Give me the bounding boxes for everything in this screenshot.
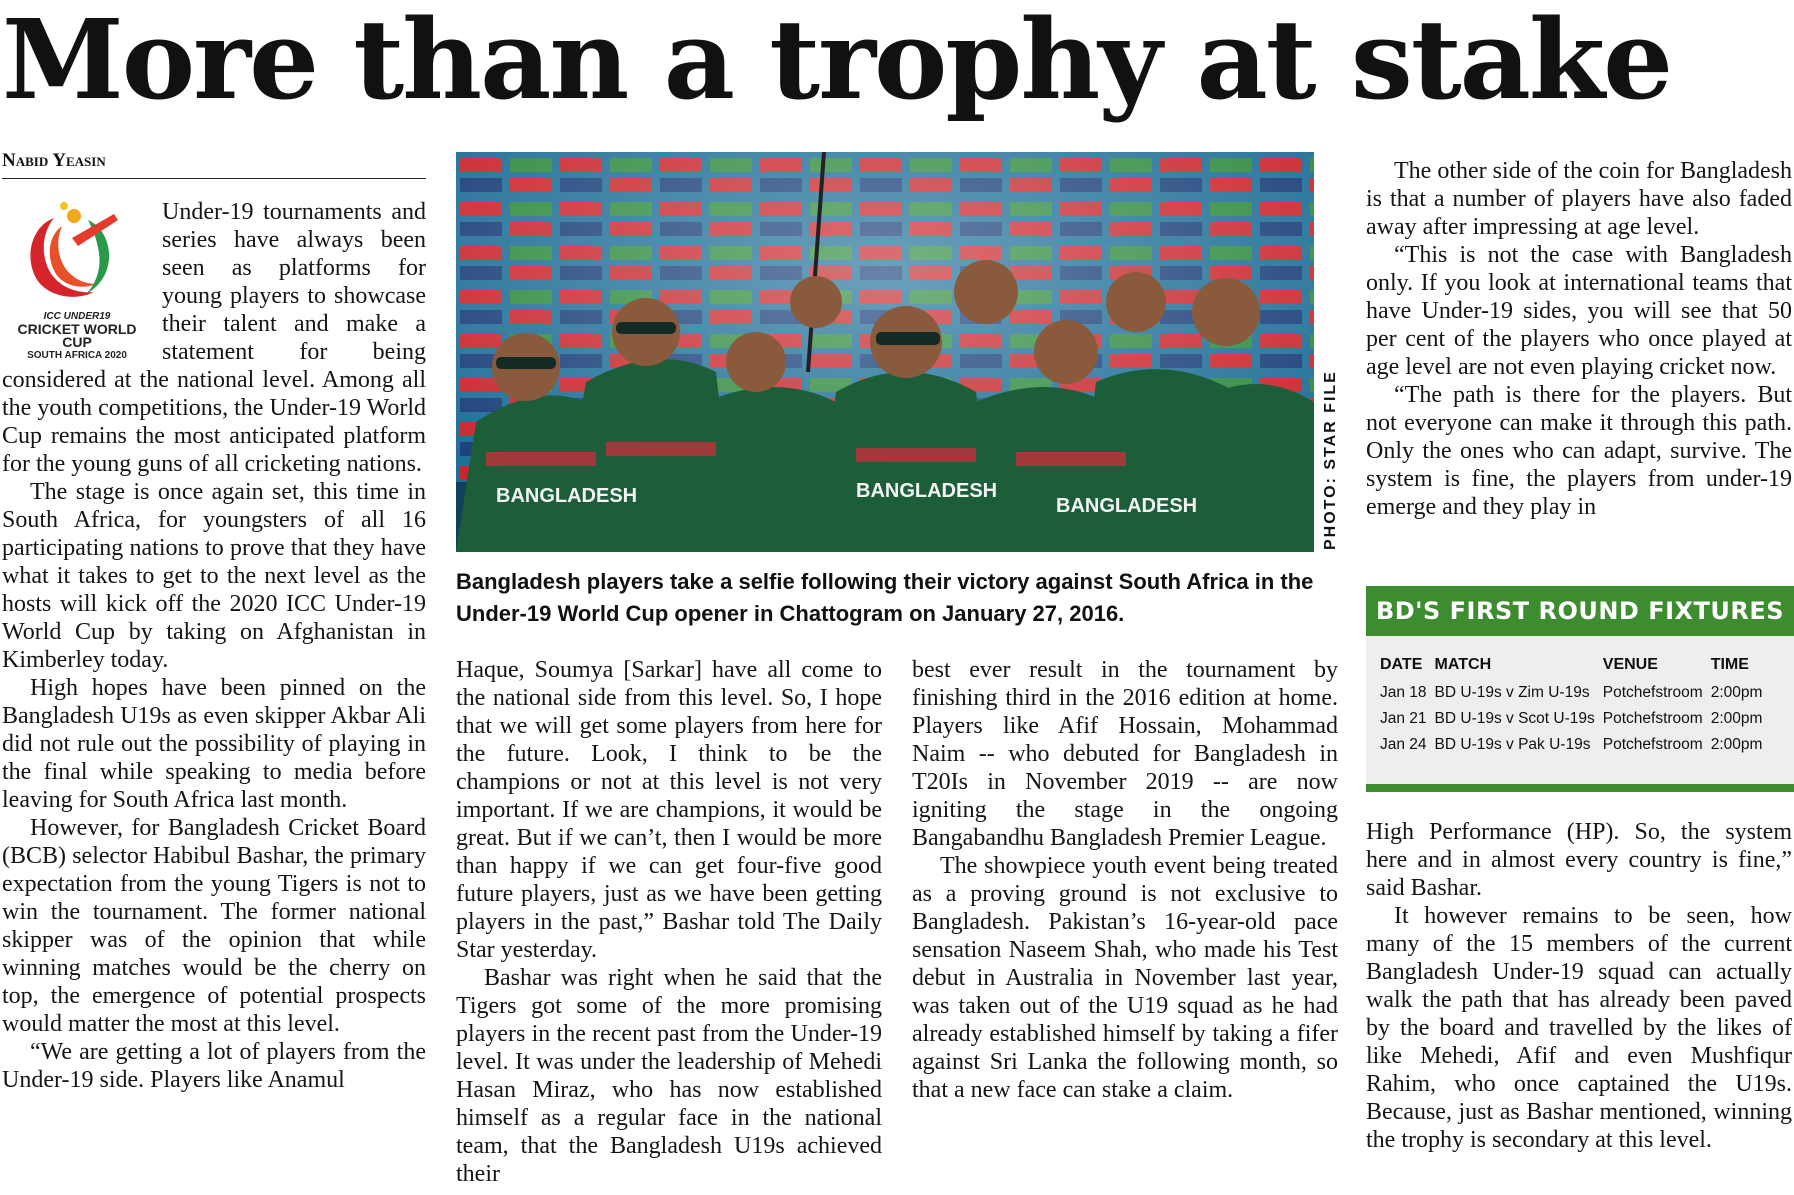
fixture-date: Jan 18 bbox=[1380, 684, 1427, 701]
icc-u19-world-cup-logo bbox=[2, 198, 152, 361]
fixtures-box bbox=[1366, 586, 1794, 792]
paragraph: Under-19 tournaments and series have always been seen as platforms for young players to showcase their talent and make a statement for being considered at the national level. Among all the youth competitions, the Under-19 World Cup remains the most anticipated platform for the young guns of all cricketing nations. bbox=[2, 199, 426, 477]
jersey-text: BANGLADESH bbox=[496, 485, 638, 507]
fixture-venue: Potchefstroom bbox=[1602, 736, 1703, 753]
table-row bbox=[1380, 732, 1770, 758]
fixtures-header-match: MATCH bbox=[1434, 656, 1492, 673]
paragraph: High Performance (HP). So, the system here and in almost every country is fine,” said Bashar. bbox=[1366, 819, 1792, 901]
fixture-time: 2:00pm bbox=[1710, 736, 1763, 753]
fixture-match: BD U-19s v Zim U-19s bbox=[1434, 684, 1590, 701]
jersey-text: BANGLADESH bbox=[1056, 495, 1198, 517]
paragraph: “The path is there for the players. But not everyone can make it through this path. Only the ones who can adapt, survive. The system is fine, the players from under-19 emerge and they play in bbox=[1366, 382, 1792, 520]
article-column-1 bbox=[2, 198, 426, 1188]
logo-line-3: SOUTH AFRICA 2020 bbox=[27, 350, 127, 361]
paragraph: It however remains to be seen, how many of the 15 members of the current Bangladesh Under-19 squad can actually walk the path that has already been paved by the board and travelled by the likes of like Mehedi, Afif and even Mushfiqur Rahim, who once captained the U19s. Because, just as Bashar mentioned, winning the trophy is secondary at this level. bbox=[1366, 903, 1792, 1153]
paragraph: “We are getting a lot of players from the Under-19 side. Players like Anamul bbox=[2, 1039, 426, 1093]
byline: Nabid Yeasin bbox=[2, 150, 426, 179]
fixture-match: BD U-19s v Pak U-19s bbox=[1434, 736, 1591, 753]
jersey-text: BANGLADESH bbox=[856, 480, 998, 502]
fixture-time: 2:00pm bbox=[1710, 710, 1763, 727]
fixtures-header-time: TIME bbox=[1710, 656, 1749, 673]
article-column-3 bbox=[912, 656, 1338, 1188]
fixture-match: BD U-19s v Scot U-19s bbox=[1434, 710, 1595, 727]
logo-line-1: ICC UNDER19 bbox=[43, 311, 111, 322]
article-column-4-bottom bbox=[1366, 818, 1792, 1188]
headline: More than a trophy at stake bbox=[2, 0, 1672, 124]
paragraph: However, for Bangladesh Cricket Board (BCB) selector Habibul Bashar, the primary expectation from the young Tigers is not to win the tournament. The former national skipper was of the opinion that while winning matches would be the cherry on top, the emergence of potential prospects would matter the most at this level. bbox=[2, 815, 426, 1037]
photo-credit: PHOTO: STAR FILE bbox=[1322, 370, 1339, 550]
team-selfie-photo bbox=[456, 152, 1314, 552]
paragraph: High hopes have been pinned on the Bangladesh U19s as even skipper Akbar Ali did not rule out the possibility of playing in the final while speaking to media before leaving for South Africa last month. bbox=[2, 675, 426, 813]
table-row bbox=[1380, 706, 1770, 732]
fixture-date: Jan 21 bbox=[1380, 710, 1427, 727]
fixtures-bottom-bar bbox=[1366, 784, 1794, 792]
paragraph: Haque, Soumya [Sarkar] have all come to the national side from this level. So, I hope that we will get some players from here for the future. Look, I think to be the champions or not at this level is not very important. If we are champions, it would be great. But if we can’t, then I would be more than happy if we can get four-five good future players, just as we have been getting players in the past,” Bashar told The Daily Star yesterday. bbox=[456, 657, 882, 963]
paragraph: “This is not the case with Bangladesh only. If you look at international teams that have Under-19 sides, you will see that 50 per cent of the players who once played at age level are not even playing cricket now. bbox=[1366, 242, 1792, 380]
fixtures-header-row bbox=[1380, 650, 1770, 680]
fixtures-title: BD'S FIRST ROUND FIXTURES bbox=[1366, 586, 1794, 636]
photo-illustration bbox=[456, 152, 1314, 552]
fixture-venue: Potchefstroom bbox=[1602, 710, 1703, 727]
paragraph: The other side of the coin for Bangladesh is that a number of players have also faded away after impressing at age level. bbox=[1366, 158, 1792, 240]
fixture-time: 2:00pm bbox=[1710, 684, 1763, 701]
paragraph: The stage is once again set, this time in South Africa, for youngsters of all 16 participating nations to prove that they have what it takes to get to the next level as the hosts will kick off the 2020 ICC Under-19 World Cup by taking on Afghanistan in Kimberley today. bbox=[2, 479, 426, 673]
article-column-4-top bbox=[1366, 157, 1792, 575]
fixture-date: Jan 24 bbox=[1380, 736, 1427, 753]
fixtures-table bbox=[1380, 650, 1770, 758]
fixtures-header-venue: VENUE bbox=[1602, 656, 1658, 673]
paragraph: best ever result in the tournament by finishing third in the 2016 edition at home. Players like Afif Hossain, Mohammad Naim -- who debuted for Bangladesh in T20Is in November 2019 -- are now igniting the stage in the ongoing Bangabandhu Bangladesh Premier League. bbox=[912, 657, 1338, 851]
fixtures-header-date: DATE bbox=[1380, 656, 1423, 673]
fixture-venue: Potchefstroom bbox=[1602, 684, 1703, 701]
logo-line-2: CRICKET WORLD CUP bbox=[17, 321, 137, 350]
photo-caption: Bangladesh players take a selfie following their victory against South Africa in the Under-19 World Cup opener in Chattogram on January 27, 2016. bbox=[456, 569, 1314, 626]
paragraph: Bashar was right when he said that the Tigers got some of the more promising players in the recent past from the Under-19 level. It was under the leadership of Mehedi Hasan Miraz, who has now established himself as a regular face in the national team, that the Bangladesh U19s achieved their bbox=[456, 965, 882, 1187]
trophy-logo-icon bbox=[2, 198, 152, 310]
table-row bbox=[1380, 680, 1770, 706]
article-column-2 bbox=[456, 656, 882, 1188]
paragraph: The showpiece youth event being treated as a proving ground is not exclusive to Bangladesh. Pakistan’s 16-year-old pace sensation Naseem Shah, who made his Test debut in Australia in November last year, was taken out of the U19 squad as he had already established himself by taking a fifer against Sri Lanka the following month, so that a new face can stake a claim. bbox=[912, 853, 1338, 1103]
